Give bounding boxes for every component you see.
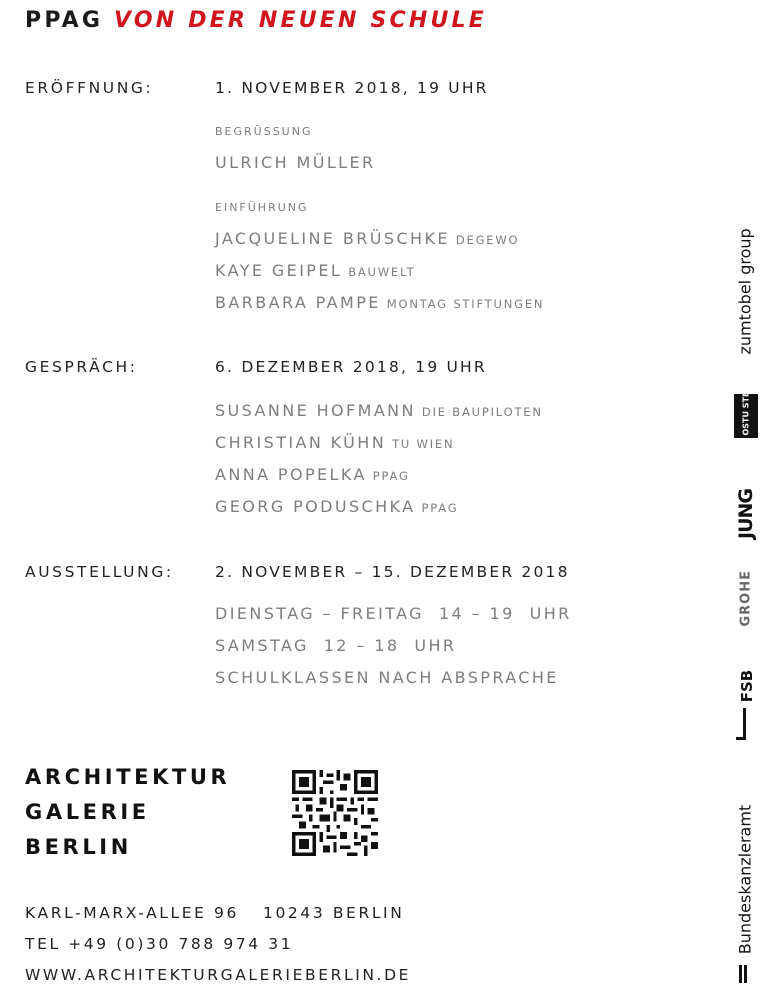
talk-speaker xyxy=(215,401,543,420)
speaker-affiliation: MONTAG STIFTUNGEN xyxy=(386,297,545,311)
ostu-logo: OSTU STETTIN xyxy=(734,394,758,438)
welcome-label: BEGRÜSSUNG xyxy=(215,125,313,138)
speaker-name: GEORG PODUSCHKA xyxy=(215,497,416,516)
exhibition-dates: 2. NOVEMBER – 15. DEZEMBER 2018 xyxy=(215,563,570,581)
speaker-name: JACQUELINE BRÜSCHKE xyxy=(215,229,450,248)
speaker-affiliation: TU WIEN xyxy=(392,437,455,451)
grohe-logo: GROHE xyxy=(738,570,754,627)
title-accent: VON DER NEUEN SCHULE xyxy=(113,8,488,33)
gallery-name-line: GALERIE xyxy=(25,800,150,824)
opening-label: ERÖFFNUNG: xyxy=(25,79,154,97)
zumtobel-logo: zumtobel group xyxy=(735,228,755,355)
opening-hours-line: SCHULKLASSEN NACH ABSPRACHE xyxy=(215,668,559,687)
opening-hours-line: DIENSTAG – FREITAG 14 – 19 UHR xyxy=(215,604,572,623)
welcome-name: ULRICH MÜLLER xyxy=(215,153,376,172)
speaker-name: CHRISTIAN KÜHN xyxy=(215,433,387,452)
speaker-affiliation: BAUWELT xyxy=(348,265,416,279)
page-title xyxy=(25,8,487,33)
talk-speaker xyxy=(215,497,458,516)
gallery-name-line: ARCHITEKTUR xyxy=(25,765,231,789)
speaker-affiliation: PPAG xyxy=(421,501,459,515)
intro-speaker xyxy=(215,293,544,312)
bundeskanzleramt-icon xyxy=(739,965,753,983)
phone: TEL +49 (0)30 788 974 31 xyxy=(25,935,294,953)
website-link[interactable]: WWW.ARCHITEKTURGALERIEBERLIN.DE xyxy=(25,966,412,984)
talk-speaker xyxy=(215,465,410,484)
speaker-name: BARBARA PAMPE xyxy=(215,293,381,312)
exhibition-label: AUSSTELLUNG: xyxy=(25,563,174,581)
talk-date: 6. DEZEMBER 2018, 19 UHR xyxy=(215,358,487,376)
intro-label: EINFÜHRUNG xyxy=(215,201,309,214)
fsb-logo: FSB xyxy=(738,669,756,703)
jung-logo: JUNG xyxy=(735,489,757,539)
city: 10243 BERLIN xyxy=(262,904,405,922)
speaker-name: SUSANNE HOFMANN xyxy=(215,401,416,420)
speaker-affiliation: DIE BAUPILOTEN xyxy=(421,405,543,419)
street: KARL-MARX-ALLEE 96 xyxy=(25,904,239,922)
qr-code[interactable] xyxy=(292,770,378,856)
speaker-name: KAYE GEIPEL xyxy=(215,261,343,280)
talk-speaker xyxy=(215,433,454,452)
opening-date: 1. NOVEMBER 2018, 19 UHR xyxy=(215,79,489,97)
gallery-name-line: BERLIN xyxy=(25,835,132,859)
intro-speaker xyxy=(215,261,415,280)
speaker-affiliation: PPAG xyxy=(372,469,410,483)
intro-speaker xyxy=(215,229,519,248)
talk-label: GESPRÄCH: xyxy=(25,358,138,376)
address-line xyxy=(25,904,404,922)
speaker-name: ANNA POPELKA xyxy=(215,465,367,484)
bundeskanzleramt-logo: Bundeskanzleramt xyxy=(735,804,755,955)
title-prefix: PPAG xyxy=(25,8,104,33)
opening-hours-line: SAMSTAG 12 – 18 UHR xyxy=(215,636,457,655)
fsb-mark xyxy=(743,708,746,740)
speaker-affiliation: DEGEWO xyxy=(455,233,520,247)
fsb-mark xyxy=(736,737,746,740)
